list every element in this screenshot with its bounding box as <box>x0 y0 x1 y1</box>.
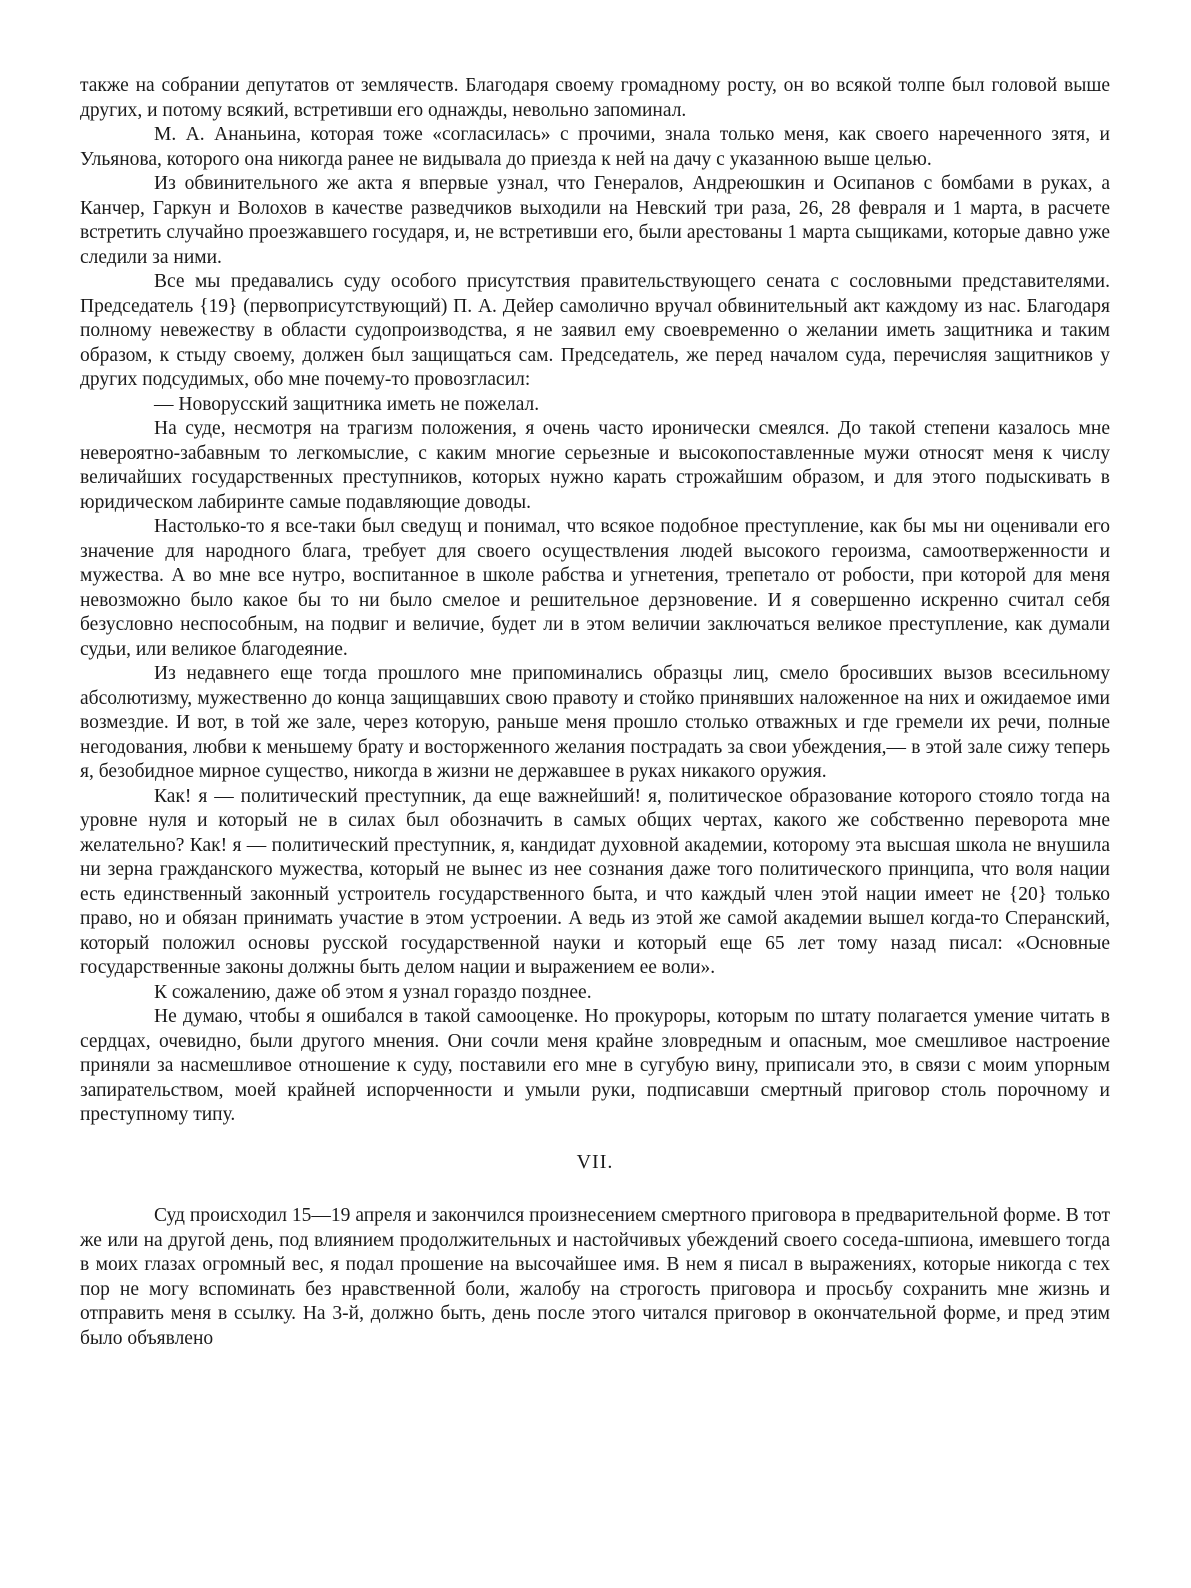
paragraph: М. А. Ананьина, которая тоже «согласилась» с прочими, знала только меня, как своего нареченного зятя, и Ульянова, которого она никогда ранее не видывала до приезда к ней на дачу с указанною выше целью. <box>80 124 1110 170</box>
document-page <box>80 74 1110 1351</box>
paragraph: Как! я — политический преступник, да еще важнейший! я, политическое образование которого стояло тогда на уровне нуля и который не в силах был обозначить в самых общих чертах, какого же собственно переворота мне желательно? Как! я — политический преступник, я, кандидат духовной академии, которому эта высшая школа не внушила ни зерна гражданского мужества, который не вынес из нее сознания даже того политического принципа, что воля нации есть единственный законный устроитель государственного быта, и что каждый член этой нации имеет не {20} только право, но и обязан принимать участие в этом устроении. А ведь из этой же самой академии вышел когда-то Сперанский, который положил основы русской государственной науки и который еще 65 лет тому назад писал: «Основные государственные законы должны быть делом нации и выражением ее воли». <box>80 785 1110 978</box>
paragraph: Все мы предавались суду особого присутствия правительствующего сената с сословными представителями. Председатель {19} (первоприсутствующий) П. А. Дейер самолично вручал обвинительный акт каждому из нас. Благодаря полному невежеству в области судопроизводства, я не заявил ему своевременно о желании иметь защитника и таким образом, к стыду своему, должен был защищаться сам. Председатель, же перед началом суда, перечисляя защитников у других подсудимых, обо мне почему-то провозгласил: <box>80 271 1110 390</box>
paragraph: К сожалению, даже об этом я узнал гораздо позднее. <box>154 981 592 1003</box>
chapter-heading: VII. <box>576 1150 614 1173</box>
paragraph: Из недавнего еще тогда прошлого мне припоминались образцы лиц, смело бросивших вызов всесильному абсолютизму, мужественно до конца защищавших свою правоту и стойко принявших наложенное на них и ожидаемое ими возмездие. И вот, в той же зале, через которую, раньше меня прошло столько отважных и где гремели их речи, полные негодования, любви к меньшему брату и восторженного желания пострадать за свои убеждения,— в этой зале сижу теперь я, безобидное мирное существо, никогда в жизни не державшее в руках никакого оружия. <box>80 663 1110 782</box>
paragraph: Настолько-то я все-таки был сведущ и понимал, что всякое подобное преступление, как бы мы ни оценивали его значение для народного блага, требует для своего осуществления людей высокого героизма, самоотверженности и мужества. А во мне все нутро, воспитанное в школе рабства и угнетения, трепетало от робости, при которой для меня невозможно было какое бы то ни было смелое и решительное дерзновение. И я совершенно искренно считал себя безусловно неспособным, на подвиг и величие, будет ли в этом величии заключаться великое преступление, как думали судьи, или великое благодеяние. <box>80 516 1110 660</box>
paragraph: Из обвинительного же акта я впервые узнал, что Генералов, Андреюшкин и Осипанов с бомбами в руках, а Канчер, Гаркун и Волохов в качестве разведчиков выходили на Невский три раза, 26, 28 февраля и 1 марта, в расчете встретить случайно проезжавшего государя, и, не встретивши его, были арестованы 1 марта сыщиками, которые давно уже следили за ними. <box>80 173 1110 268</box>
paragraph: Суд происходил 15—19 апреля и закончился произнесением смертного приговора в предварительной форме. В тот же или на другой день, под влиянием продолжительных и настойчивых убеждений своего соседа-шпиона, имевшего тогда в моих глазах огромный вес, я подал прошение на высочайшее имя. В нем я писал в выражениях, которые никогда с тех пор не могу вспоминать без нравственной боли, жалобу на строгость приговора и просьбу сохранить мне жизнь и отправить меня в ссылку. На 3-й, должно быть, день после этого читался приговор в окончательной форме, и пред этим было объявлено <box>80 1205 1110 1349</box>
paragraph: На суде, несмотря на трагизм положения, я очень часто иронически смеялся. До такой степени казалось мне невероятно-забавным то легкомыслие, с каким многие серьезные и высокопоставленные мужи относят меня к числу величайших государственных преступников, которых нужно карать строжайшим образом, и для этого подыскивать в юридическом лабиринте самые подавляющие доводы. <box>80 418 1110 513</box>
paragraph: Не думаю, чтобы я ошибался в такой самооценке. Но прокуроры, которым по штату полагается умение читать в сердцах, очевидно, были другого мнения. Они сочли меня крайне зловредным и опасным, мое смешливое настроение приняли за насмешливое отношение к суду, поставили его мне в сугубую вину, приписали это, в связи с моим упорным запирательством, моей крайней испорченности и умыли руки, подписавши смертный приговор столь порочному и преступному типу. <box>80 1006 1110 1125</box>
paragraph: также на собрании депутатов от землячеств. Благодаря своему громадному росту, он во всякой толпе был головой выше других, и потому всякий, встретивши его однажды, невольно запоминал. <box>80 75 1110 121</box>
paragraph: — Новорусский защитника иметь не пожелал. <box>154 393 540 415</box>
